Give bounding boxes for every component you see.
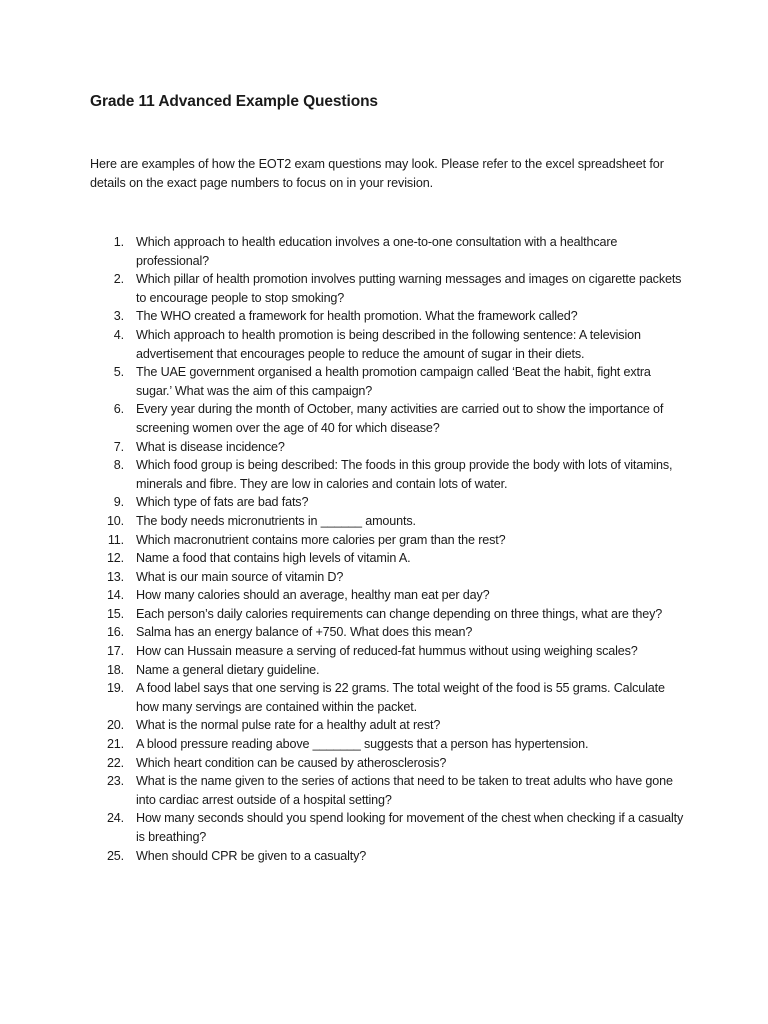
question-text: Which approach to health promotion is being described in the following sentence: A television advertisement that encourages people to reduce the amount of sugar in their diets. <box>136 327 641 361</box>
question-item <box>0 623 684 642</box>
question-item <box>0 549 684 568</box>
question-number: 12. <box>106 551 124 566</box>
question-text: A food label says that one serving is 22 grams. The total weight of the food is 55 grams. Calculate how many servings are contained within the packet. <box>136 681 665 714</box>
question-number: 23. <box>106 774 124 789</box>
question-text: Name a general dietary guideline. <box>136 662 320 677</box>
question-item <box>0 363 684 400</box>
question-number: 7. <box>113 439 124 454</box>
question-item <box>0 326 684 363</box>
question-text: The WHO created a framework for health promotion. What the framework called? <box>136 309 578 324</box>
question-item <box>0 493 684 512</box>
question-number: 6. <box>113 402 124 417</box>
question-item <box>0 847 684 866</box>
question-number: 18. <box>106 662 124 677</box>
question-number: 24. <box>106 811 124 826</box>
question-text: Every year during the month of October, many activities are carried out to show the importance of screening women over the age of 40 for which disease? <box>136 402 664 435</box>
question-item <box>0 568 684 587</box>
question-text: Salma has an energy balance of +750. What does this mean? <box>136 625 473 640</box>
question-item <box>0 438 684 457</box>
question-text: What is the name given to the series of actions that need to be taken to treat adults who have gone into cardiac arrest outside of a hospital setting? <box>136 774 673 807</box>
question-text: What is disease incidence? <box>136 439 285 454</box>
question-text: What is our main source of vitamin D? <box>136 569 344 584</box>
question-number: 19. <box>106 681 124 696</box>
question-item <box>0 754 684 773</box>
question-item <box>0 531 684 550</box>
question-number: 4. <box>113 327 124 342</box>
question-text: What is the normal pulse rate for a healthy adult at rest? <box>136 718 441 733</box>
question-text: A blood pressure reading above _______ suggests that a person has hypertension. <box>136 737 589 752</box>
question-text: Which heart condition can be caused by atherosclerosis? <box>136 755 447 770</box>
question-number: 22. <box>106 755 124 770</box>
question-number: 9. <box>113 495 124 510</box>
question-item <box>0 270 684 307</box>
question-number: 25. <box>106 848 124 863</box>
page-title: Grade 11 Advanced Example Questions <box>90 93 378 110</box>
question-number: 1. <box>113 235 124 249</box>
question-item <box>0 586 684 605</box>
question-text: The UAE government organised a health promotion campaign called ‘Beat the habit, fight extra sugar.’ What was the aim of this campaign? <box>136 365 651 398</box>
question-text: Which food group is being described: The foods in this group provide the body with lots of vitamins, minerals and fibre. They are low in calories and contain lots of water. <box>136 458 673 491</box>
question-text: Which approach to health education involves a one-to-one consultation with a healthcare professional? <box>136 235 618 268</box>
question-text: How many seconds should you spend looking for movement of the chest when checking if a casualty is breathing? <box>136 811 684 844</box>
question-item <box>0 605 684 624</box>
question-item <box>0 512 684 531</box>
question-item <box>0 679 684 716</box>
question-number: 2. <box>113 272 124 287</box>
question-item <box>0 400 684 437</box>
question-item <box>0 307 684 326</box>
question-number: 20. <box>106 718 124 733</box>
question-text: Which pillar of health promotion involves putting warning messages and images on cigarette packets to encourage people to stop smoking? <box>136 272 682 305</box>
question-list <box>0 233 768 865</box>
question-number: 17. <box>106 644 124 659</box>
question-item <box>0 233 684 270</box>
question-item <box>0 809 684 846</box>
question-item <box>0 772 684 809</box>
question-item <box>0 642 684 661</box>
question-number: 5. <box>113 365 124 380</box>
question-text: Which type of fats are bad fats? <box>136 495 309 510</box>
question-item <box>0 735 684 754</box>
question-item <box>0 716 684 735</box>
question-number: 14. <box>106 588 124 603</box>
question-text: Which macronutrient contains more calories per gram than the rest? <box>136 532 506 547</box>
question-text: Each person’s daily calories requirements can change depending on three things, what are they? <box>136 606 663 621</box>
intro-paragraph: Here are examples of how the EOT2 exam questions may look. Please refer to the excel spreadsheet for details on the exact page numbers to focus on in your revision. <box>90 157 664 190</box>
question-text: The body needs micronutrients in ______ amounts. <box>136 513 416 528</box>
question-text: How can Hussain measure a serving of reduced-fat hummus without using weighing scales? <box>136 644 638 659</box>
question-number: 10. <box>106 513 124 528</box>
question-number: 21. <box>106 737 124 752</box>
question-number: 11. <box>107 532 124 547</box>
question-number: 15. <box>106 606 124 621</box>
question-item <box>0 456 684 493</box>
question-number: 16. <box>106 625 124 640</box>
question-text: Name a food that contains high levels of vitamin A. <box>136 551 411 566</box>
question-text: When should CPR be given to a casualty? <box>136 848 367 863</box>
question-number: 3. <box>113 309 124 324</box>
question-text: How many calories should an average, healthy man eat per day? <box>136 588 490 603</box>
question-item <box>0 661 684 680</box>
question-number: 8. <box>113 458 124 473</box>
question-number: 13. <box>106 569 124 584</box>
